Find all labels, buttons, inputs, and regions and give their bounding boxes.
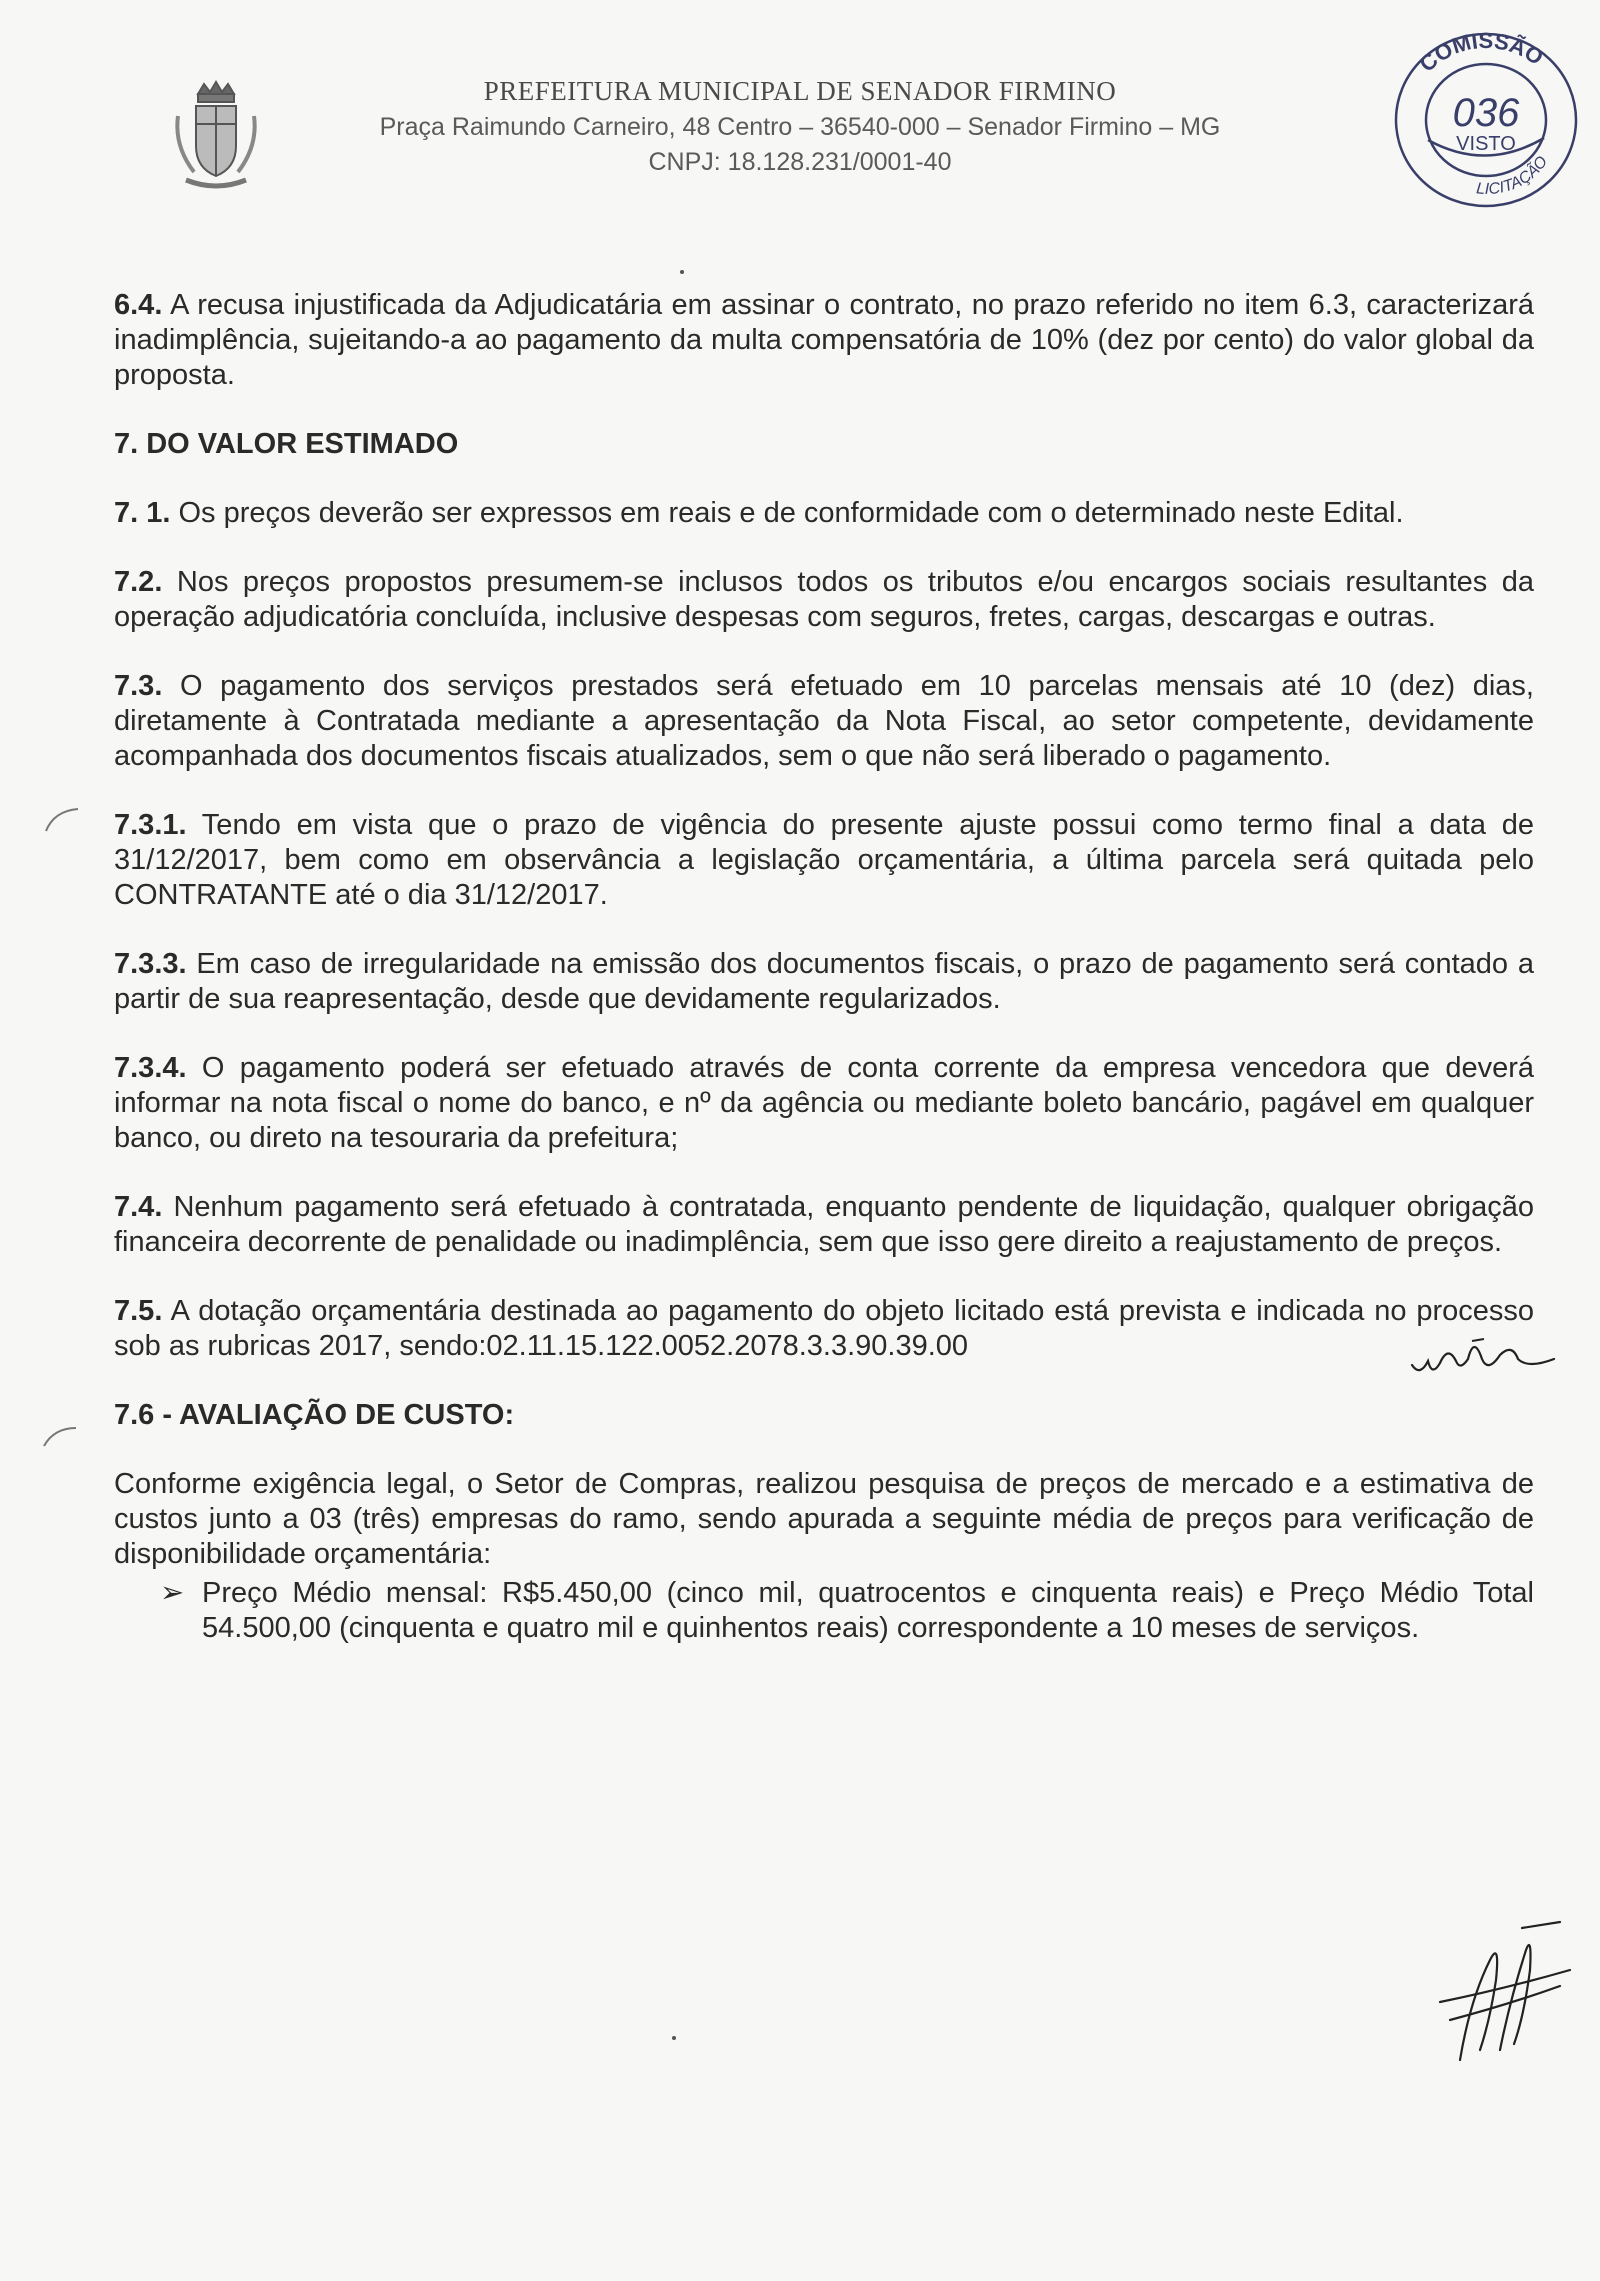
commission-stamp [1388,22,1584,218]
clause-7-3-1 [114,808,1534,913]
clause-number: 6.4. [114,289,163,321]
clause-text: Nenhum pagamento será efetuado à contratada, enquanto pendente de liquidação, qualquer obrigação financeira decorrente de penalidade ou inadimplência, sem que isso gere direito a reajustamento de preços. [114,1191,1534,1258]
clause-7-3-3 [114,947,1534,1017]
clause-7-1 [114,496,1534,531]
clause-7-3 [114,669,1534,774]
clause-number: 7.4. [114,1191,163,1223]
clause-number: 7.2. [114,566,163,598]
clause-number: 7.3.4. [114,1052,187,1084]
clause-7-5 [114,1294,1534,1364]
clause-number: 7.3. [114,670,163,702]
clause-text: Os preços deverão ser expressos em reais e de conformidade com o determinado neste Edital. [170,497,1404,529]
clause-text: Nos preços propostos presumem-se inclusos todos os tributos e/ou encargos sociais resultantes da operação adjudicatória concluída, inclusive despesas com seguros, fretes, cargas, descargas e outras. [114,566,1534,633]
clause-7-3-4 [114,1051,1534,1156]
section-heading-7-6: 7.6 - AVALIAÇÃO DE CUSTO: [114,1399,515,1431]
arrow-bullet-icon: ➢ [160,1577,185,1609]
stamp-top-text: COMISSÃO [1414,27,1548,77]
handwritten-initials [1408,1325,1558,1385]
document-body [114,288,1534,1646]
price-bullet-text: Preço Médio mensal: R$5.450,00 (cinco mil, quatrocentos e cinquenta reais) e Preço Médio Total 54.500,00 (cinquenta e quatro mil e quinhentos reais) correspondente a 10 meses de serviços. [202,1577,1534,1644]
clause-text: Em caso de irregularidade na emissão dos documentos fiscais, o prazo de pagamento será contado a partir de sua reapresentação, desde que devidamente regularizados. [114,948,1534,1015]
clause-text: A recusa injustificada da Adjudicatária em assinar o contrato, no prazo referido no item 6.3, caracterizará inadimplência, sujeitando-a ao pagamento da multa compensatória de 10% (dez por cento) do valor global da proposta. [114,289,1534,391]
letterhead [250,76,1350,177]
clause-7-2 [114,565,1534,635]
clause-7-4 [114,1190,1534,1260]
letterhead-address: Praça Raimundo Carneiro, 48 Centro – 36540-000 – Senador Firmino – MG [379,113,1221,141]
clause-number: 7.3.1. [114,809,187,841]
margin-mark [40,1420,80,1450]
clause-number: 7.3.3. [114,948,187,980]
scan-speck [680,270,684,274]
clause-text: A dotação orçamentária destinada ao pagamento do objeto licitado está prevista e indicada no processo sob as rubricas 2017, sendo:02.11.15.122.0052.2078.3.3.90.39.00 [114,1295,1534,1362]
handwritten-signature [1430,1920,1580,2070]
clause-text: O pagamento dos serviços prestados será efetuado em 10 parcelas mensais até 10 (dez) dias, diretamente à Contratada mediante a apresentação da Nota Fiscal, ao setor competente, devidamente acompanhada dos documentos fiscais atualizados, sem o que não será liberado o pagamento. [114,670,1534,772]
clause-number: 7. 1. [114,497,171,529]
clause-text: Tendo em vista que o prazo de vigência do presente ajuste possui como termo final a data de 31/12/2017, bem como em observância a legislação orçamentária, a última parcela será quitada pelo CONTRATANTE até o dia 31/12/2017. [114,809,1534,911]
stamp-middle-text: VISTO [1456,133,1516,155]
price-bullet [114,1576,1534,1646]
stamp-bottom-text: LICITAÇÃO [1475,153,1552,199]
letterhead-cnpj: CNPJ: 18.128.231/0001-40 [648,148,952,176]
stamp-page-number: 036 [1452,91,1520,135]
svg-text:COMISSÃO [1414,28,1548,77]
scan-speck [672,2036,676,2040]
section-heading-7: 7. DO VALOR ESTIMADO [114,428,459,460]
clause-number: 7.5. [114,1295,163,1327]
letterhead-title: PREFEITURA MUNICIPAL DE SENADOR FIRMINO [483,76,1117,106]
clause-6-4 [114,288,1534,393]
cost-evaluation-paragraph: Conforme exigência legal, o Setor de Compras, realizou pesquisa de preços de mercado e a estimativa de custos junto a 03 (três) empresas do ramo, sendo apurada a seguinte média de preços para verificação de disponibilidade orçamentária: [114,1468,1534,1570]
margin-mark [42,805,82,835]
clause-text: O pagamento poderá ser efetuado através de conta corrente da empresa vencedora que deverá informar na nota fiscal o nome do banco, e nº da agência ou mediante boleto bancário, pagável em qualquer banco, ou direto na tesouraria da prefeitura; [114,1052,1534,1154]
